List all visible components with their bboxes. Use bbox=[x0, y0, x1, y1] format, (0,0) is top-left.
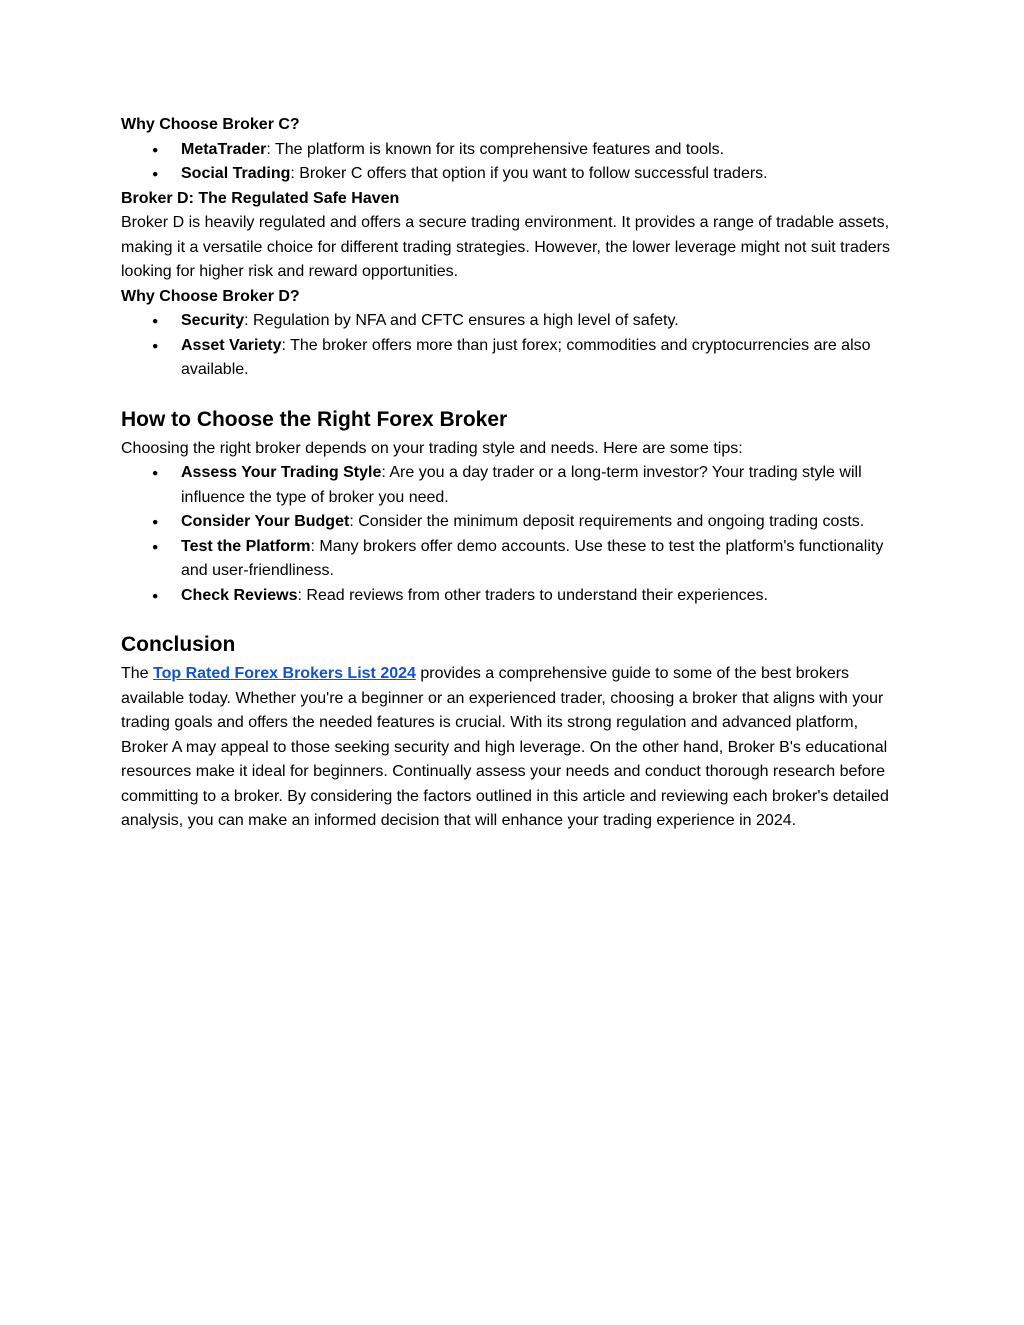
broker-d-bullet-list bbox=[121, 309, 905, 383]
bullet-term: Asset Variety bbox=[181, 336, 282, 354]
bullet-text: : Regulation by NFA and CFTC ensures a high level of safety. bbox=[244, 312, 679, 329]
conclusion-text-before-link: The bbox=[121, 665, 154, 682]
conclusion-heading: Conclusion bbox=[121, 633, 236, 656]
bullet-text: : Are you a day trader or a long-term investor? Your trading style will influence the type of broker you need. bbox=[181, 464, 862, 506]
list-item bbox=[181, 334, 905, 383]
bullet-term: Social Trading bbox=[181, 165, 291, 182]
list-item bbox=[181, 309, 905, 334]
bullet-text: : The broker offers more than just forex; commodities and cryptocurrencies are also available. bbox=[181, 336, 871, 378]
bullet-text: : Read reviews from other traders to understand their experiences. bbox=[297, 586, 768, 604]
bullet-text: : Many brokers offer demo accounts. Use these to test the platform's functionality and user-friendliness. bbox=[181, 537, 884, 579]
bullet-text: : Broker C offers that option if you want to follow successful traders. bbox=[290, 165, 768, 182]
list-item bbox=[181, 535, 905, 584]
conclusion-paragraph bbox=[121, 662, 905, 834]
bullet-term: MetaTrader bbox=[181, 140, 267, 158]
how-to-choose-heading: How to Choose the Right Forex Broker bbox=[121, 407, 508, 431]
list-item bbox=[181, 461, 905, 510]
broker-c-bullet-list bbox=[121, 138, 905, 187]
broker-d-why-heading: Why Choose Broker D? bbox=[121, 287, 300, 305]
broker-d-paragraph: Broker D is heavily regulated and offers a secure trading environment. It provides a range of tradable assets, making it a versatile choice for different trading strategies. However, the lower leverage might not suit traders looking for higher risk and reward opportunities. bbox=[121, 214, 890, 280]
bullet-term: Test the Platform bbox=[181, 537, 311, 555]
broker-d-heading: Broker D: The Regulated Safe Haven bbox=[121, 189, 400, 207]
bullet-term: Consider Your Budget bbox=[181, 513, 350, 530]
how-to-choose-intro: Choosing the right broker depends on your trading style and needs. Here are some tips: bbox=[121, 439, 743, 457]
bullet-term: Assess Your Trading Style bbox=[181, 464, 382, 481]
how-to-choose-bullet-list bbox=[121, 461, 905, 608]
top-rated-forex-brokers-link[interactable]: Top Rated Forex Brokers List 2024 bbox=[153, 665, 416, 682]
list-item bbox=[181, 584, 905, 609]
bullet-text: : The platform is known for its comprehensive features and tools. bbox=[266, 140, 725, 158]
bullet-text: : Consider the minimum deposit requirements and ongoing trading costs. bbox=[349, 513, 865, 530]
conclusion-text-after-link: provides a comprehensive guide to some of the best brokers available today. Whether you're a beginner or an experienced trader, choosing a broker that aligns with your trading goals and offers the needed features is crucial. With its strong regulation and advanced platform, Broker A may appeal to those seeking security and high leverage. On the other hand, Broker B's educational resources make it ideal for beginners. Continually assess your needs and conduct thorough research before committing to a broker. By considering the factors outlined in this article and reviewing each broker's detailed analysis, you can make an informed decision that will enhance your trading experience in 2024. bbox=[121, 665, 889, 829]
list-item bbox=[181, 138, 905, 163]
list-item bbox=[181, 162, 905, 187]
bullet-term: Check Reviews bbox=[181, 586, 298, 604]
list-item bbox=[181, 510, 905, 535]
broker-c-why-heading: Why Choose Broker C? bbox=[121, 116, 300, 133]
bullet-term: Security bbox=[181, 312, 245, 329]
